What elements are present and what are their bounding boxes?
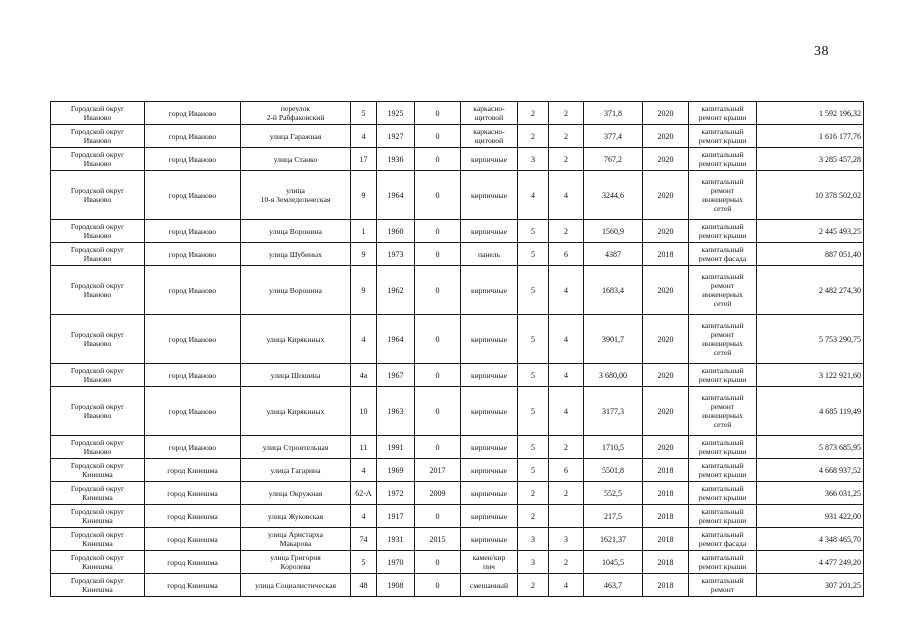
cell-repair-year: 2020 (643, 102, 689, 125)
cell-street: улица Григория Королева (241, 551, 351, 574)
table-row (51, 171, 864, 220)
cell-floors: 4 (518, 171, 549, 220)
cell-year-built: 1925 (377, 102, 415, 125)
cell-cost: 2 445 493,25 (757, 220, 864, 243)
cell-house-number: 5 (351, 551, 377, 574)
cell-year-renovated: 0 (415, 551, 461, 574)
cell-area: 552,5 (584, 482, 643, 505)
cell-municipality: Городской округ Кинешма (51, 482, 145, 505)
cell-municipality: Городской округ Иваново (51, 364, 145, 387)
table-row (51, 148, 864, 171)
cell-floors: 2 (518, 482, 549, 505)
cell-entrances: 2 (549, 436, 584, 459)
cell-wall-material: кирпичные (461, 436, 518, 459)
cell-area: 1621,37 (584, 528, 643, 551)
cell-repair-year: 2020 (643, 364, 689, 387)
cell-wall-material: кирпичные (461, 266, 518, 315)
cell-year-built: 1970 (377, 551, 415, 574)
cell-wall-material: кирпичные (461, 505, 518, 528)
cell-wall-material: кирпичные (461, 220, 518, 243)
cell-municipality: Городской округ Иваново (51, 315, 145, 364)
cell-year-renovated: 0 (415, 220, 461, 243)
cell-street: улица Станко (241, 148, 351, 171)
table-row (51, 574, 864, 597)
cell-area: 1683,4 (584, 266, 643, 315)
cell-house-number: 4 (351, 315, 377, 364)
cell-entrances: 2 (549, 220, 584, 243)
cell-wall-material: кирпичные (461, 528, 518, 551)
cell-street: улица Шошина (241, 364, 351, 387)
cell-year-renovated: 0 (415, 315, 461, 364)
cell-wall-material: кирпичные (461, 459, 518, 482)
cell-area: 217,5 (584, 505, 643, 528)
cell-wall-material: кирпичные (461, 364, 518, 387)
cell-cost: 1 592 196,32 (757, 102, 864, 125)
cell-wall-material: кирпичные (461, 482, 518, 505)
cell-year-built: 1962 (377, 266, 415, 315)
cell-locality: город Кинешма (145, 528, 241, 551)
cell-year-renovated: 0 (415, 387, 461, 436)
cell-entrances: 4 (549, 266, 584, 315)
cell-year-renovated: 0 (415, 436, 461, 459)
table-row (51, 551, 864, 574)
cell-work-type: капитальный ремонт крыши (689, 364, 757, 387)
cell-house-number: 74 (351, 528, 377, 551)
cell-entrances: 4 (549, 574, 584, 597)
cell-work-type: капитальный ремонт фасада (689, 528, 757, 551)
cell-locality: город Иваново (145, 243, 241, 266)
cell-floors: 5 (518, 220, 549, 243)
cell-area: 1560,9 (584, 220, 643, 243)
cell-street: улица Жуковская (241, 505, 351, 528)
cell-year-built: 1960 (377, 220, 415, 243)
cell-area: 4387 (584, 243, 643, 266)
table-row (51, 315, 864, 364)
table-row (51, 266, 864, 315)
cell-area: 767,2 (584, 148, 643, 171)
table-row (51, 243, 864, 266)
cell-municipality: Городской округ Иваново (51, 102, 145, 125)
cell-municipality: Городской округ Иваново (51, 243, 145, 266)
cell-house-number: 9 (351, 243, 377, 266)
cell-house-number: 1 (351, 220, 377, 243)
cell-house-number: 62-А (351, 482, 377, 505)
cell-locality: город Кинешма (145, 482, 241, 505)
cell-municipality: Городской округ Кинешма (51, 459, 145, 482)
cell-street: улица Социалистическая (241, 574, 351, 597)
cell-house-number: 9 (351, 171, 377, 220)
table-row (51, 459, 864, 482)
cell-floors: 3 (518, 148, 549, 171)
table-row (51, 387, 864, 436)
cell-locality: город Кинешма (145, 459, 241, 482)
cell-repair-year: 2018 (643, 482, 689, 505)
cell-cost: 3 285 457,28 (757, 148, 864, 171)
cell-wall-material: кирпичные (461, 171, 518, 220)
cell-year-built: 1908 (377, 574, 415, 597)
cell-repair-year: 2018 (643, 574, 689, 597)
cell-floors: 2 (518, 505, 549, 528)
cell-cost: 931 422,00 (757, 505, 864, 528)
cell-floors: 3 (518, 528, 549, 551)
cell-year-renovated: 0 (415, 243, 461, 266)
table-body (51, 102, 864, 597)
table-row (51, 505, 864, 528)
cell-house-number: 17 (351, 148, 377, 171)
cell-wall-material: кирпичные (461, 387, 518, 436)
cell-repair-year: 2020 (643, 315, 689, 364)
cell-work-type: капитальный ремонт крыши (689, 436, 757, 459)
cell-work-type: капитальный ремонт инженерных сетей (689, 387, 757, 436)
cell-year-built: 1964 (377, 315, 415, 364)
cell-cost: 4 477 249,20 (757, 551, 864, 574)
cell-work-type: капитальный ремонт инженерных сетей (689, 171, 757, 220)
cell-area: 5501,8 (584, 459, 643, 482)
cell-year-renovated: 0 (415, 505, 461, 528)
cell-locality: город Кинешма (145, 574, 241, 597)
page-number: 38 (814, 44, 829, 59)
cell-area: 1710,5 (584, 436, 643, 459)
cell-work-type: капитальный ремонт (689, 574, 757, 597)
cell-area: 463,7 (584, 574, 643, 597)
cell-entrances: 6 (549, 459, 584, 482)
cell-locality: город Иваново (145, 220, 241, 243)
cell-repair-year: 2018 (643, 551, 689, 574)
cell-street: улица Кирякиных (241, 315, 351, 364)
cell-floors: 5 (518, 243, 549, 266)
cell-entrances: 2 (549, 551, 584, 574)
cell-year-renovated: 0 (415, 102, 461, 125)
cell-entrances: 2 (549, 125, 584, 148)
cell-street: переулок 2-й Рабфаковский (241, 102, 351, 125)
cell-cost: 3 122 921,60 (757, 364, 864, 387)
cell-cost: 307 201,25 (757, 574, 864, 597)
cell-wall-material: каркасно- щитовой (461, 102, 518, 125)
cell-year-built: 1917 (377, 505, 415, 528)
cell-year-built: 1972 (377, 482, 415, 505)
cell-work-type: капитальный ремонт крыши (689, 125, 757, 148)
table-row (51, 220, 864, 243)
cell-area: 371,8 (584, 102, 643, 125)
cell-year-renovated: 0 (415, 148, 461, 171)
cell-house-number: 48 (351, 574, 377, 597)
cell-work-type: капитальный ремонт крыши (689, 220, 757, 243)
cell-locality: город Иваново (145, 387, 241, 436)
cell-house-number: 4а (351, 364, 377, 387)
cell-repair-year: 2020 (643, 171, 689, 220)
cell-locality: город Кинешма (145, 505, 241, 528)
cell-street: улица Аристарха Макарова (241, 528, 351, 551)
cell-wall-material: смешанный (461, 574, 518, 597)
cell-entrances: 2 (549, 102, 584, 125)
cell-work-type: капитальный ремонт инженерных сетей (689, 315, 757, 364)
cell-locality: город Иваново (145, 171, 241, 220)
cell-area: 3 680,00 (584, 364, 643, 387)
cell-area: 1045,5 (584, 551, 643, 574)
cell-cost: 1 616 177,76 (757, 125, 864, 148)
cell-cost: 4 668 937,52 (757, 459, 864, 482)
cell-work-type: капитальный ремонт инженерных сетей (689, 266, 757, 315)
cell-floors: 3 (518, 551, 549, 574)
cell-street: улица Воронина (241, 266, 351, 315)
cell-house-number: 9 (351, 266, 377, 315)
cell-repair-year: 2018 (643, 528, 689, 551)
cell-floors: 5 (518, 364, 549, 387)
cell-cost: 2 482 274,30 (757, 266, 864, 315)
cell-repair-year: 2020 (643, 266, 689, 315)
cell-municipality: Городской округ Иваново (51, 387, 145, 436)
cell-year-renovated: 0 (415, 125, 461, 148)
cell-municipality: Городской округ Иваново (51, 220, 145, 243)
table-row (51, 364, 864, 387)
cell-municipality: Городской округ Кинешма (51, 551, 145, 574)
cell-locality: город Иваново (145, 315, 241, 364)
cell-municipality: Городской округ Кинешма (51, 528, 145, 551)
cell-municipality: Городской округ Кинешма (51, 505, 145, 528)
cell-municipality: Городской округ Иваново (51, 266, 145, 315)
cell-house-number: 5 (351, 102, 377, 125)
cell-year-built: 1964 (377, 171, 415, 220)
cell-area: 3901,7 (584, 315, 643, 364)
cell-street: улица Шубиных (241, 243, 351, 266)
cell-street: улица Строительная (241, 436, 351, 459)
cell-repair-year: 2020 (643, 148, 689, 171)
cell-entrances: 2 (549, 148, 584, 171)
cell-floors: 5 (518, 459, 549, 482)
cell-repair-year: 2020 (643, 220, 689, 243)
cell-entrances: 3 (549, 528, 584, 551)
cell-locality: город Иваново (145, 364, 241, 387)
cell-work-type: капитальный ремонт крыши (689, 459, 757, 482)
cell-year-renovated: 2017 (415, 459, 461, 482)
cell-cost: 4 348 465,70 (757, 528, 864, 551)
cell-work-type: капитальный ремонт фасада (689, 243, 757, 266)
cell-cost: 366 031,25 (757, 482, 864, 505)
cell-year-built: 1967 (377, 364, 415, 387)
table-row (51, 482, 864, 505)
cell-entrances: 6 (549, 243, 584, 266)
cell-work-type: капитальный ремонт крыши (689, 551, 757, 574)
cell-work-type: капитальный ремонт крыши (689, 482, 757, 505)
cell-year-renovated: 0 (415, 171, 461, 220)
cell-house-number: 4 (351, 125, 377, 148)
cell-year-renovated: 2009 (415, 482, 461, 505)
cell-house-number: 11 (351, 436, 377, 459)
cell-entrances: 4 (549, 315, 584, 364)
cell-year-renovated: 2015 (415, 528, 461, 551)
cell-street: улица Гагарина (241, 459, 351, 482)
cell-year-built: 1927 (377, 125, 415, 148)
cell-area: 3244,6 (584, 171, 643, 220)
cell-house-number: 10 (351, 387, 377, 436)
cell-year-built: 1963 (377, 387, 415, 436)
housing-repair-table (50, 101, 864, 597)
table-row (51, 102, 864, 125)
cell-street: улица Окружная (241, 482, 351, 505)
table-row (51, 436, 864, 459)
cell-entrances: 4 (549, 387, 584, 436)
cell-year-renovated: 0 (415, 364, 461, 387)
cell-locality: город Иваново (145, 148, 241, 171)
cell-area: 3177,3 (584, 387, 643, 436)
cell-entrances: 4 (549, 364, 584, 387)
cell-wall-material: кирпичные (461, 315, 518, 364)
cell-work-type: капитальный ремонт крыши (689, 148, 757, 171)
cell-floors: 5 (518, 266, 549, 315)
cell-repair-year: 2018 (643, 459, 689, 482)
cell-repair-year: 2020 (643, 125, 689, 148)
cell-work-type: капитальный ремонт крыши (689, 505, 757, 528)
cell-floors: 2 (518, 125, 549, 148)
table-row (51, 125, 864, 148)
cell-wall-material: камен/кир пич (461, 551, 518, 574)
cell-floors: 5 (518, 315, 549, 364)
cell-cost: 5 753 290,75 (757, 315, 864, 364)
cell-repair-year: 2020 (643, 387, 689, 436)
cell-repair-year: 2020 (643, 436, 689, 459)
cell-locality: город Иваново (145, 125, 241, 148)
cell-municipality: Городской округ Кинешма (51, 574, 145, 597)
cell-year-built: 1973 (377, 243, 415, 266)
cell-street: улица Воронина (241, 220, 351, 243)
cell-year-built: 1969 (377, 459, 415, 482)
table-row (51, 528, 864, 551)
cell-house-number: 4 (351, 459, 377, 482)
cell-repair-year: 2018 (643, 243, 689, 266)
cell-work-type: капитальный ремонт крыши (689, 102, 757, 125)
cell-wall-material: панель (461, 243, 518, 266)
cell-house-number: 4 (351, 505, 377, 528)
cell-locality: город Иваново (145, 436, 241, 459)
cell-locality: город Иваново (145, 266, 241, 315)
cell-floors: 2 (518, 102, 549, 125)
cell-municipality: Городской округ Иваново (51, 171, 145, 220)
cell-entrances: 2 (549, 482, 584, 505)
cell-year-built: 1931 (377, 528, 415, 551)
cell-year-renovated: 0 (415, 266, 461, 315)
cell-municipality: Городской округ Иваново (51, 436, 145, 459)
cell-street: улица Гаражная (241, 125, 351, 148)
cell-year-built: 1936 (377, 148, 415, 171)
cell-year-built: 1991 (377, 436, 415, 459)
cell-cost: 5 873 685,95 (757, 436, 864, 459)
cell-entrances: 4 (549, 171, 584, 220)
cell-entrances (549, 505, 584, 528)
cell-cost: 4 685 119,49 (757, 387, 864, 436)
cell-municipality: Городской округ Иваново (51, 148, 145, 171)
cell-locality: город Кинешма (145, 551, 241, 574)
cell-wall-material: кирпичные (461, 148, 518, 171)
cell-repair-year: 2018 (643, 505, 689, 528)
cell-floors: 5 (518, 387, 549, 436)
cell-cost: 887 051,40 (757, 243, 864, 266)
cell-year-renovated: 0 (415, 574, 461, 597)
cell-floors: 2 (518, 574, 549, 597)
cell-municipality: Городской округ Иваново (51, 125, 145, 148)
cell-locality: город Иваново (145, 102, 241, 125)
cell-street: улица Кирякиных (241, 387, 351, 436)
cell-cost: 10 378 502,02 (757, 171, 864, 220)
cell-floors: 5 (518, 436, 549, 459)
cell-street: улица 10-я Земледельческая (241, 171, 351, 220)
cell-area: 377,4 (584, 125, 643, 148)
cell-wall-material: каркасно- щитовой (461, 125, 518, 148)
